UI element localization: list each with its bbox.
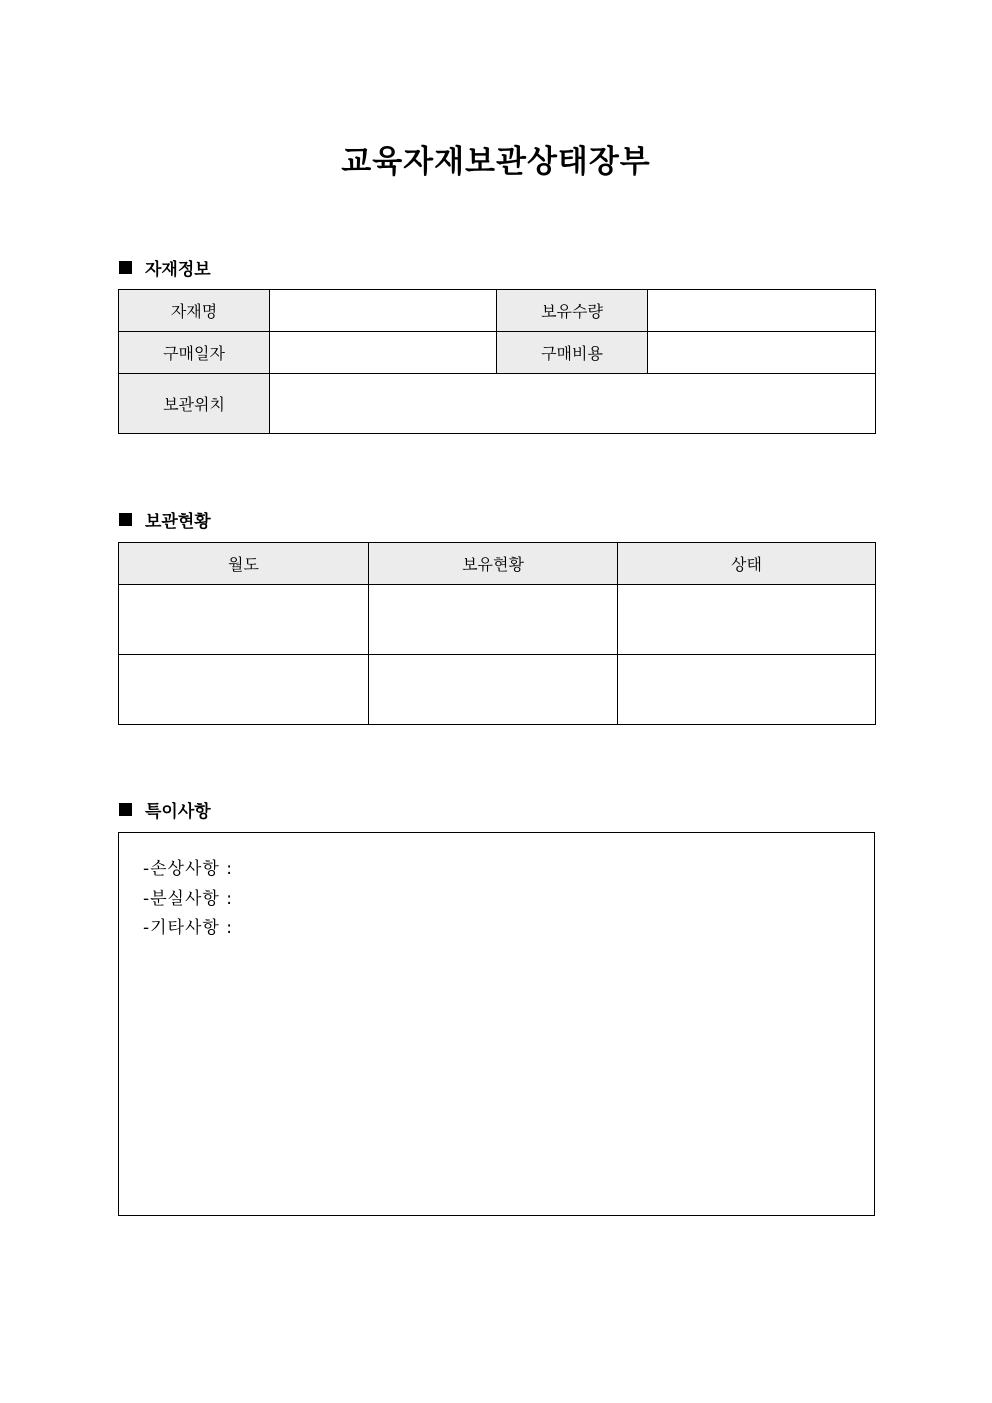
field-material-name[interactable] — [270, 290, 497, 332]
note-loss: -분실사항 : — [143, 889, 233, 909]
cell-holdings[interactable] — [369, 585, 618, 655]
column-header-holdings: 보유현황 — [369, 543, 618, 585]
section-heading-status — [119, 507, 211, 532]
label-material-name: 자재명 — [119, 290, 270, 332]
table-row — [119, 655, 876, 725]
table-row — [119, 585, 876, 655]
cell-condition[interactable] — [618, 585, 876, 655]
label-storage-location: 보관위치 — [119, 374, 270, 434]
section-heading-info-label: 자재정보 — [145, 260, 211, 280]
cell-month[interactable] — [119, 585, 369, 655]
square-bullet-icon — [119, 803, 132, 816]
field-quantity[interactable] — [648, 290, 876, 332]
column-header-condition: 상태 — [618, 543, 876, 585]
field-purchase-cost[interactable] — [648, 332, 876, 374]
square-bullet-icon — [119, 261, 132, 274]
label-purchase-cost: 구매비용 — [497, 332, 648, 374]
section-heading-status-label: 보관현황 — [145, 512, 211, 532]
cell-holdings[interactable] — [369, 655, 618, 725]
section-heading-notes — [119, 797, 211, 822]
document-title: 교육자재보관상태장부 — [341, 144, 651, 180]
cell-condition[interactable] — [618, 655, 876, 725]
column-header-month: 월도 — [119, 543, 369, 585]
section-heading-info — [119, 255, 211, 280]
note-damage: -손상사항 : — [143, 859, 233, 879]
field-purchase-date[interactable] — [270, 332, 497, 374]
field-storage-location[interactable] — [270, 374, 876, 434]
cell-month[interactable] — [119, 655, 369, 725]
note-other: -기타사항 : — [143, 918, 233, 938]
section-heading-notes-label: 특이사항 — [145, 802, 211, 822]
label-quantity: 보유수량 — [497, 290, 648, 332]
storage-status-table — [118, 542, 876, 725]
material-info-table — [118, 289, 876, 434]
label-purchase-date: 구매일자 — [119, 332, 270, 374]
square-bullet-icon — [119, 513, 132, 526]
special-notes-box[interactable] — [118, 832, 875, 1216]
